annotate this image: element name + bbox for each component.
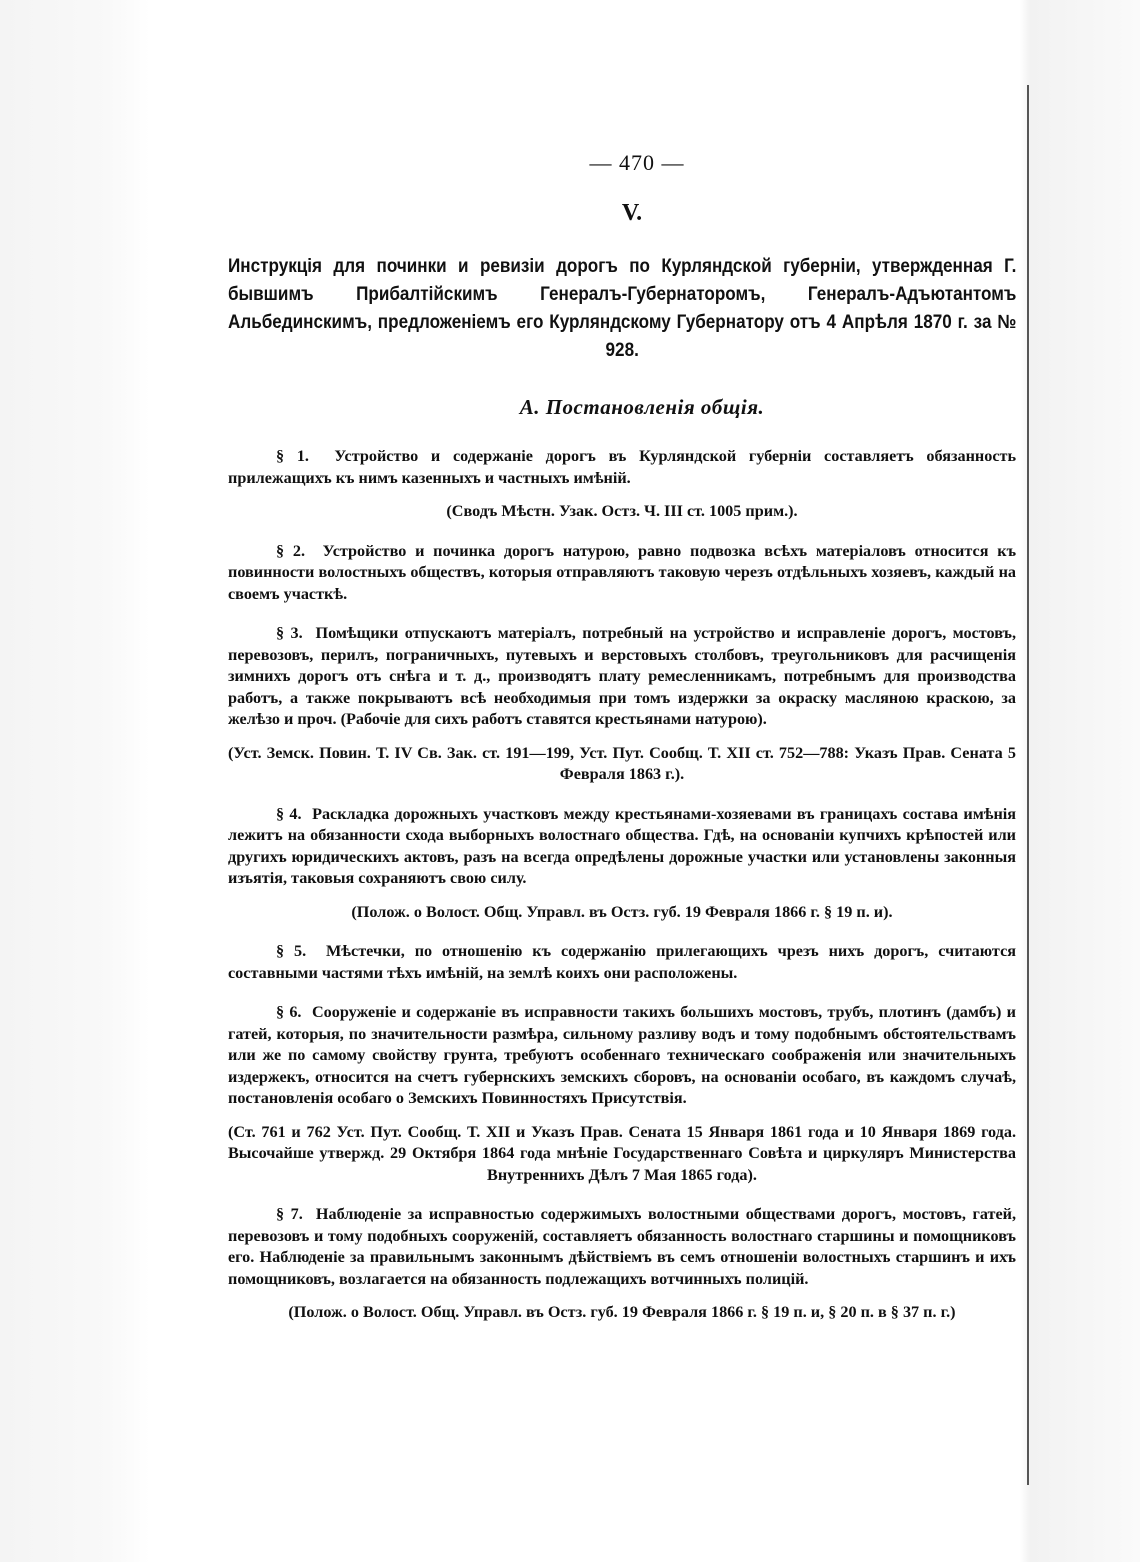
section-3-reference: (Уст. Земск. Повин. Т. IV Св. Зак. ст. 191—199, Уст. Пут. Сообщ. Т. XII ст. 752—788: Указъ Прав. Сената 5 Февраля 1863 г.).: [228, 743, 1016, 783]
document-page: [228, 150, 1016, 1324]
section-6-text: Сооруженіе и содержаніе въ исправности такихъ большихъ мостовъ, трубъ, плотинъ (дамбъ) и гатей, которыя, по значительности размѣра, сильному разливу водъ и тому подобнымъ обстоятельствамъ или же по самому свойству грунта, требуютъ особеннаго техническаго соображенія или значительныхъ издержекъ, относится на счетъ губернскихъ земскихъ сборовъ, на основаніи особаго, въ каждомъ случаѣ, постановленія особаго о Земскихъ Повинностяхъ Присутствія.: [228, 1003, 1016, 1107]
section-6-paragraph: [228, 1002, 1016, 1110]
page-number: — 470 —: [589, 150, 685, 175]
page-edge-rule: [1027, 85, 1029, 1485]
section-4-text: Раскладка дорожныхъ участковъ между крестьянами-хозяевами въ границахъ состава имѣнія лежитъ на обязанности схода выборныхъ волостнаго общества. Гдѣ, на основаніи купчихъ крѣпостей или другихъ юридическихъ актовъ, разъ на всегда опредѣлены дорожные участки или установлены законныя изъятія, таковыя сохраняютъ свою силу.: [228, 804, 1017, 887]
section-1-mark: § 1.: [276, 447, 309, 465]
section-3-paragraph: [228, 623, 1016, 731]
section-1-reference: (Сводъ Мѣстн. Узак. Остз. Ч. III ст. 1005 прим.).: [446, 502, 798, 520]
section-7-reference: (Полож. о Волост. Общ. Управл. въ Остз. губ. 19 Февраля 1866 г. § 19 п. и, § 20 п. в § 37 п. г.): [288, 1303, 956, 1321]
section-4-paragraph: [228, 804, 1016, 890]
section-5-paragraph: [228, 941, 1016, 984]
document-title: Инструкція для починки и ревизіи дорогъ по Курляндской губерніи, утвержденная Г. бывшимъ Прибалтійскимъ Генералъ-Губернаторомъ, Генералъ-Адъютантомъ Альбединскимъ, предложеніемъ его Курляндскому Губернатору отъ 4 Апрѣля 1870 г. за № 928.: [228, 256, 1017, 361]
section-3-text: Помѣщики отпускаютъ матеріалъ, потребный на устройство и исправленіе дорогъ, мостовъ, перевозовъ, перилъ, пограничныхъ, путевыхъ и верстовыхъ столбовъ, треугольниковъ для расчищенія зимнихъ дорогъ отъ снѣга и т. д., производятъ плату ремесленникамъ, потребнымъ для производства работъ, а также покрываютъ всѣ необходимыя при томъ издержки за окраску масляною краскою, за желѣзо и проч. (Рабочіе для сихъ работъ ставятся крестьянами натурою).: [228, 624, 1017, 728]
subheading: А. Постановленія общія.: [519, 395, 765, 419]
section-1-paragraph: [228, 446, 1016, 489]
section-3-mark: § 3.: [276, 624, 303, 642]
section-6-mark: § 6.: [276, 1003, 302, 1021]
section-7-mark: § 7.: [276, 1205, 303, 1223]
section-2-mark: § 2.: [276, 541, 306, 560]
section-4-mark: § 4.: [276, 804, 302, 823]
section-4-reference: (Полож. о Волост. Общ. Управл. въ Остз. губ. 19 Февраля 1866 г. § 19 п. и).: [351, 902, 893, 921]
section-7-paragraph: [228, 1204, 1016, 1290]
section-7-text: Наблюденіе за исправностью содержимыхъ волостными обществами дорогъ, мостовъ, гатей, перевозовъ и тому подобныхъ сооруженій, составляетъ обязанность волостнаго старшины и помощниковъ его. Наблюденіе за правильнымъ законнымъ дѣйствіемъ въ семъ отношеніи волостныхъ старшинъ и ихъ помощниковъ, возлагается на обязанность подлежащихъ вотчинныхъ полицій.: [228, 1205, 1017, 1288]
section-6-reference: (Ст. 761 и 762 Уст. Пут. Сообщ. Т. XII и Указъ Прав. Сената 15 Января 1861 года и 10 Января 1869 года. Высочайше утвержд. 29 Октября 1864 года мнѣніе Государственнаго Совѣта и циркуляръ Министерства Внутреннихъ Дѣлъ 7 Мая 1865 года).: [228, 1122, 1016, 1184]
section-5-text: Мѣстечки, по отношенію къ содержанію прилегающихъ чрезъ нихъ дорогъ, считаются составными частями тѣхъ имѣній, на землѣ коихъ они расположены.: [228, 942, 1017, 982]
section-2-paragraph: [228, 541, 1016, 606]
section-5-mark: § 5.: [276, 942, 307, 960]
section-2-text: Устройство и починка дорогъ натурою, равно подвозка всѣхъ матеріаловъ относится къ повинности волостныхъ обществъ, которыя отправляютъ таковую черезъ отдѣльныхъ хозяевъ, каждый на своемъ участкѣ.: [228, 541, 1017, 603]
section-numeral: V.: [621, 200, 643, 226]
section-1-text: Устройство и содержаніе дорогъ въ Курляндской губерніи составляетъ обязанность прилежащихъ къ нимъ казенныхъ и частныхъ имѣній.: [228, 447, 1017, 487]
